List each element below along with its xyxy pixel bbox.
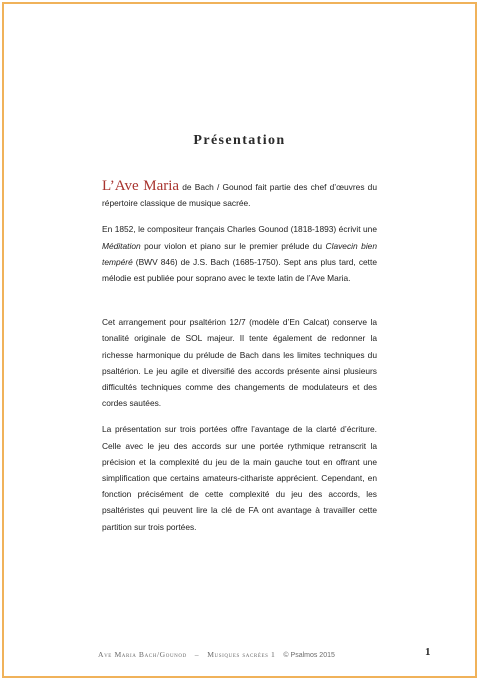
title-meditation: Méditation <box>102 240 141 251</box>
title-clavecin: Clavecin bien tempéré <box>102 240 377 267</box>
footer-copyright: © Psalmos 2015 <box>283 652 335 659</box>
body-text <box>102 178 377 545</box>
paragraph-history <box>102 221 377 286</box>
history-text-c: (BWV 846) de J.S. Bach (1685-1750). Sept ans plus tard, cette mélodie est publiée pour soprano avec le texte latin de l’Ave Maria. <box>102 256 377 284</box>
paragraph-presentation: La présentation sur trois portées offre l’avantage de la clarté d’écriture. Celle avec le jeu des accords sur une portée rythmique retranscrit la précision et la complexité du jeu de la main gauche tout en offrant une simplification que certains amateurs-cithariste apprécient. Cependant, en fonction précisément de cette complexité du jeu des accords, les psaltéristes qui peuvent lire la clé de FA ont avantage à travailler cette partition sur trois portées. <box>102 424 377 532</box>
history-text-a: En 1852, le compositeur français Charles Gounod (1818-1893) écrivit une <box>102 224 377 235</box>
lead-title: L’Ave Maria <box>102 178 180 194</box>
footer-series: Musiques sacrées 1 <box>207 650 276 659</box>
history-text-b: pour violon et piano sur le premier prélude du <box>140 240 326 251</box>
page-number: 1 <box>425 646 431 658</box>
intro-text: de Bach / Gounod fait partie des chef d’œuvres du répertoire classique de musique sacrée. <box>102 182 377 209</box>
page-title: Présentation <box>193 133 286 148</box>
paragraph-arrangement: Cet arrangement pour psaltérion 12/7 (modèle d’En Calcat) conserve la tonalité originale de SOL majeur. Il tente également de redonner la richesse harmonique du prélude de Bach dans les limites techniques du psaltérion. Le jeu agile et diversifié des accords présente ainsi plusieurs difficultés techniques comme des changements de modulateurs et des cordes sautées. <box>102 317 377 409</box>
footer-work: Ave Maria Bach/Gounod <box>98 650 187 659</box>
paragraph-intro <box>102 178 377 211</box>
footer-line <box>98 650 335 659</box>
footer-separator: – <box>194 650 200 659</box>
